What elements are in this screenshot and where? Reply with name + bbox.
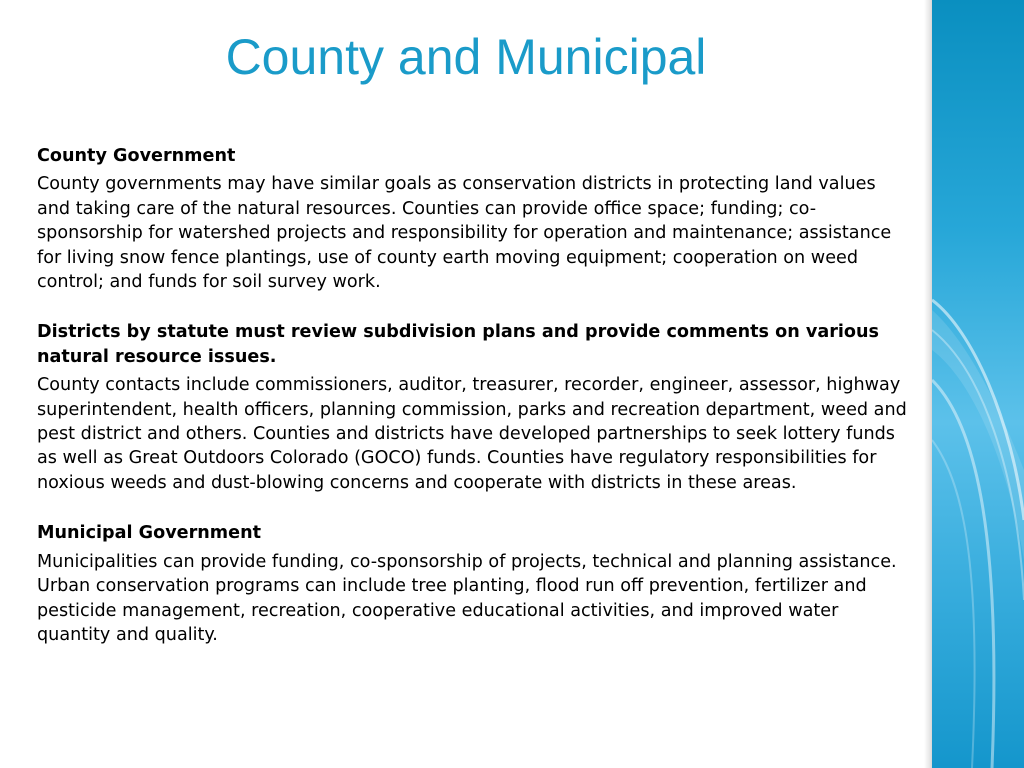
page-title: County and Municipal: [225, 29, 707, 85]
section-heading-districts: Districts by statute must review subdivision plans and provide comments on various natural resource issues.: [37, 322, 880, 367]
section-body-county-contacts: County contacts include commissioners, auditor, treasurer, recorder, engineer, assessor, highway superintendent, health officers, planning commission, parks and recreation department, weed and pest district and others. Counties and districts have developed partnerships to seek lottery funds as well as Great Outdoors Colorado (GOCO) funds. Counties have regulatory responsibilities for noxious weeds and dust-blowing concerns and cooperate with districts in these areas.: [37, 375, 907, 493]
section-spacer: [37, 495, 907, 517]
section-heading-county-government: County Government: [37, 146, 236, 166]
slide-body: [37, 140, 907, 647]
section-body-county-government: County governments may have similar goals as conservation districts in protecting land values and taking care of the natural resources. Counties can provide office space; funding; co-sponsorship for watershed projects and responsibility for operation and maintenance; assistance for living snow fence plantings, use of county earth moving equipment; cooperation on weed control; and funds for soil survey work.: [37, 174, 892, 293]
section-spacer: [37, 294, 907, 316]
wave-decoration: [932, 0, 1024, 768]
section-heading-municipal-government: Municipal Government: [37, 523, 262, 544]
decorative-side-panel: [932, 0, 1024, 768]
section-body-municipal-government: Municipalities can provide funding, co-sponsorship of projects, technical and planning assistance. Urban conservation programs can include tree planting, flood run off prevention, fertilizer and pesticide management, recreation, cooperative educational activities, and improved water quantity and quality.: [37, 551, 897, 645]
